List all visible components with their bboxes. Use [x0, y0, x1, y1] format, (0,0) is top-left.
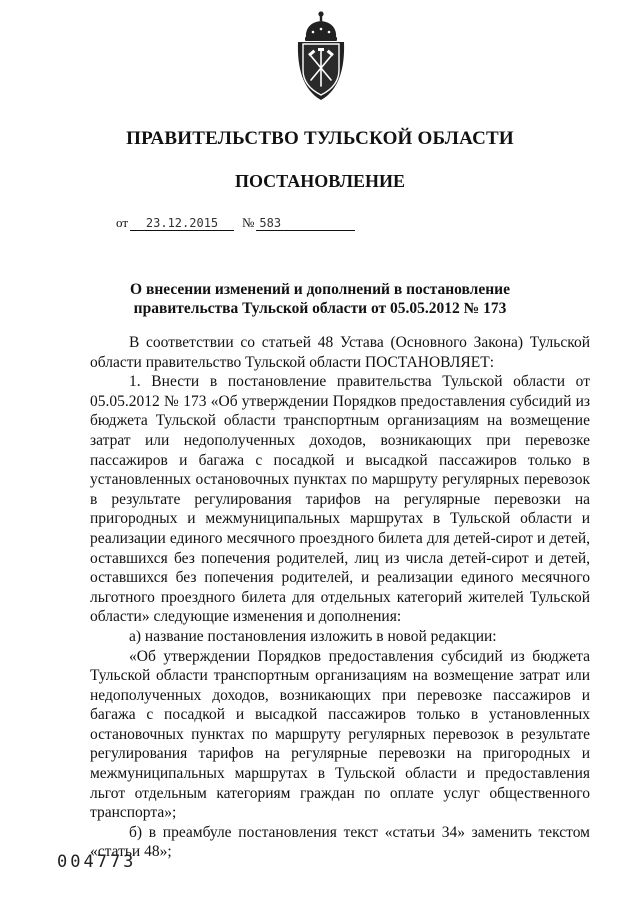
paragraph-item-b: б) в преамбуле постановления текст «статьи 34» заменить текстом «статьи 48»; [90, 823, 590, 861]
document-date: 23.12.2015 [130, 216, 234, 231]
document-body [90, 333, 590, 862]
tula-coat-of-arms-icon [293, 10, 349, 102]
paragraph-quote: «Об утверждении Порядков предоставления субсидий из бюджета Тульской области транспортным организациям на возмещение затрат или недополученных доходов, возникающих при перевозке пассажиров и багажа с посадкой и высадкой пассажиров только в установленных остановочных пунктах по маршруту регулярных перевозок в результате регулирования тарифов на регулярные перевозки на пригородных и межмуниципальных маршрутах в Тульской области и предоставления льгот отдельным категориям граждан по оплате услуг общественного транспорта»; [90, 647, 590, 822]
paragraph-item-a: а) название постановления изложить в новой редакции: [129, 627, 497, 645]
serial-stamp: 004773 [57, 852, 137, 872]
document-number: 583 [256, 216, 355, 231]
number-label: № [242, 215, 255, 230]
date-label: от [116, 215, 129, 230]
document-type: ПОСТАНОВЛЕНИЕ [234, 171, 406, 191]
document-meta [116, 215, 355, 231]
government-title: ПРАВИТЕЛЬСТВО ТУЛЬСКОЙ ОБЛАСТИ [126, 128, 514, 149]
paragraph-preamble: В соответствии со статьей 48 Устава (Основного Закона) Тульской области правительство Тульской области ПОСТАНОВЛЯЕТ: [90, 334, 590, 371]
paragraph-item-1: 1. Внести в постановление правительства Тульской области от 05.05.2012 № 173 «Об утверждении Порядков предоставления субсидий из бюджета Тульской области транспортным организациям на возмещение затрат или недополученных доходов, возникающих при перевозке пассажиров и багажа с посадкой и высадкой пассажиров только в установленных остановочных пунктах по маршруту регулярных перевозок в результате регулирования тарифов на регулярные перевозки на пригородных и межмуниципальных маршрутах в Тульской области и реализации единого месячного проездного билета для детей-сирот и детей, оставшихся без попечения родителей, лиц из числа детей-сирот и детей, оставшихся без попечения родителей, и реализации единого месячного льготного проездного билета для отдельных категорий жителей Тульской области» следующие изменения и дополнения: [90, 373, 590, 626]
document-subject: О внесении изменений и дополнений в постановление правительства Тульской области от 05.05.2012 № 173 [130, 281, 510, 317]
